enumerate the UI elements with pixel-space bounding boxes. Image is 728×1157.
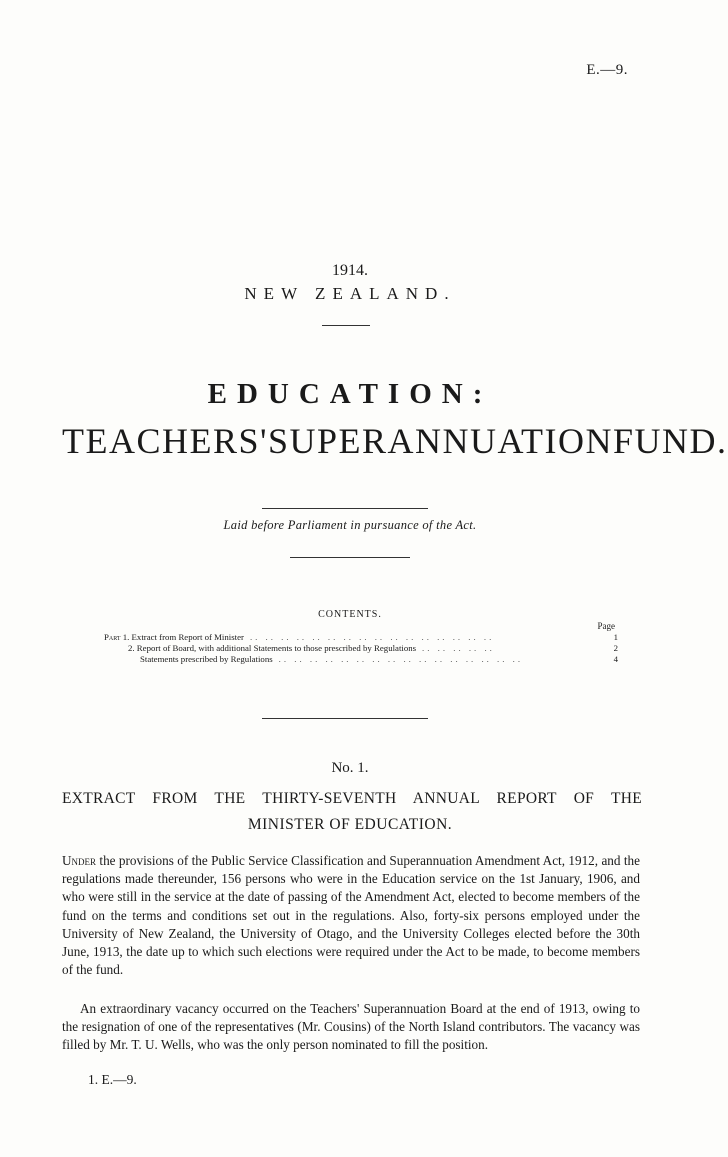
section-heading-line2: MINISTER OF EDUCATION. <box>247 816 453 833</box>
divider <box>262 718 428 719</box>
contents-entry <box>104 654 618 665</box>
contents-entry <box>104 632 618 643</box>
entry-page: 1 <box>613 632 618 642</box>
paragraph-text: the provisions of the Public Service Classification and Superannuation Amendment Act, 1912, and the regulations made thereunder, 156 persons who were in the Education service on the 1st January, 1906, and who were still in the service at the date of passing of the Amendment Act, elected to become members of the fund on the terms and conditions set out in the regulations. Also, forty-six persons employed under the University of New Zealand, the University of Otago, and the University Colleges elected before the 30th June, 1913, the date up to which such elections were required under the Act to be made, to become members of the fund. <box>62 853 640 978</box>
contents-heading: CONTENTS. <box>318 609 382 620</box>
subtitle-word: SUPERANNUATION <box>268 421 614 461</box>
body-paragraph <box>62 852 640 979</box>
divider <box>290 557 410 558</box>
page-reference: E.—9. <box>586 62 628 78</box>
divider <box>262 508 428 509</box>
body-paragraph <box>62 1000 640 1055</box>
leader-dots: .. .. .. .. .. <box>422 643 495 653</box>
document-subtitle <box>62 420 728 462</box>
page-signature: 1. E.—9. <box>88 1072 137 1087</box>
entry-page: 4 <box>613 654 618 664</box>
lead-word: Under <box>62 853 97 868</box>
paragraph-text: An extraordinary vacancy occurred on the Teachers' Superannuation Board at the end of 1913, owing to the resignation of one of the representatives (Mr. Cousins) of the North Island contributors. The vacancy was filled by Mr. T. U. Wells, who was the only person nominated to fill the position. <box>62 1001 640 1053</box>
report-year: 1914. <box>332 262 368 279</box>
leader-dots: .. .. .. .. .. .. .. .. .. .. .. .. .. .. .. .. <box>249 632 495 642</box>
entry-label: 2. Report of Board, with additional Statements to those prescribed by Regulations <box>128 643 417 653</box>
divider <box>322 325 370 326</box>
entry-page: 2 <box>613 643 618 653</box>
laid-before-note: Laid before Parliament in pursuance of the Act. <box>223 518 477 532</box>
entry-label: 1. Extract from Report of Minister <box>122 632 244 642</box>
section-heading: EXTRACT FROM THE THIRTY-SEVENTH ANNUAL REPORT OF THE <box>62 790 642 807</box>
subtitle-word: FUND. <box>613 421 728 461</box>
document-title: EDUCATION: <box>207 378 493 410</box>
part-prefix: Part <box>104 632 121 642</box>
section-number: No. 1. <box>331 760 369 776</box>
country-name: NEW ZEALAND. <box>244 284 456 303</box>
contents-entry <box>104 643 618 654</box>
subtitle-word: TEACHERS' <box>62 421 268 461</box>
entry-label: Statements prescribed by Regulations <box>140 654 273 664</box>
leader-dots: .. .. .. .. .. .. .. .. .. .. .. .. .. .. .. .. <box>278 654 524 664</box>
page-column-header: Page <box>597 621 615 631</box>
contents-list <box>104 632 618 665</box>
